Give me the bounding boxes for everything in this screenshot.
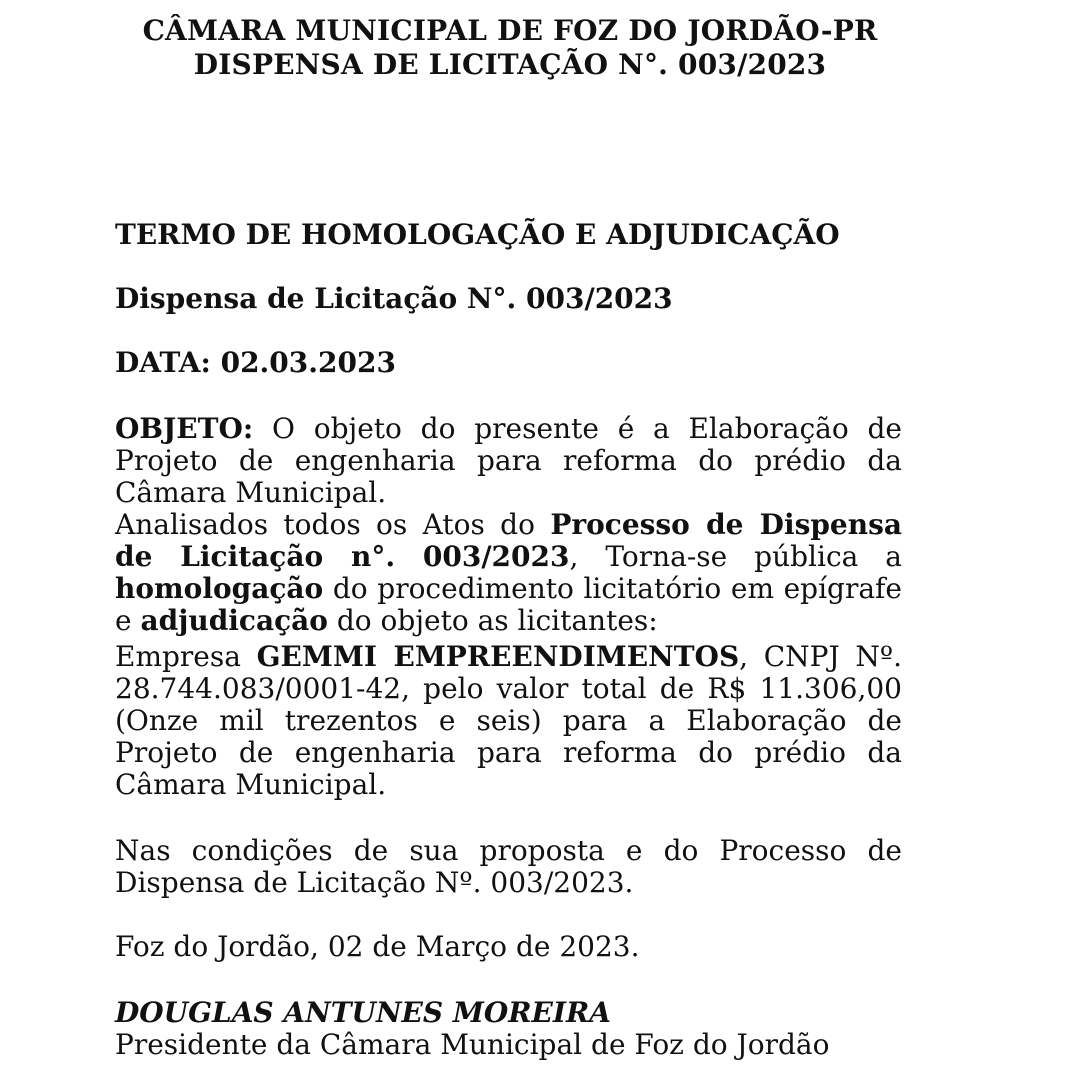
signer-name: DOUGLAS ANTUNES MOREIRA <box>115 996 611 1029</box>
analise-text-3: do procedimento licitatório em epígrafe e <box>115 572 902 637</box>
header-institution: CÂMARA MUNICIPAL DE FOZ DO JORDÃO-PR <box>142 14 878 47</box>
objeto-text: O objeto do presente é a Elaboração de Projeto de engenharia para reforma do prédio da Câmara Municipal. <box>115 412 902 509</box>
analise-bold-processo: Processo de Dispensa de Licitação n°. 003/2023 <box>115 508 902 573</box>
document-header <box>0 14 1020 82</box>
analise-paragraph <box>115 509 902 637</box>
objeto-paragraph <box>115 413 902 509</box>
empresa-paragraph <box>115 641 902 801</box>
analise-bold-adjudicacao: adjudicação <box>140 604 328 637</box>
analise-text-1: Analisados todos os Atos do <box>115 508 551 541</box>
analise-bold-homologacao: homologação <box>115 572 324 605</box>
analise-text-4: do objeto as licitantes: <box>327 604 658 637</box>
empresa-text-1: Empresa <box>115 640 257 673</box>
signer-role: Presidente da Câmara Municipal de Foz do Jordão <box>115 1028 830 1061</box>
local-data-line: Foz do Jordão, 02 de Março de 2023. <box>115 930 640 963</box>
empresa-name: GEMMI EMPREENDIMENTOS <box>256 640 740 673</box>
objeto-label: OBJETO: <box>115 412 254 445</box>
data-line: DATA: 02.03.2023 <box>115 346 396 379</box>
header-dispensa-number: DISPENSA DE LICITAÇÃO N°. 003/2023 <box>193 48 827 81</box>
termo-title: TERMO DE HOMOLOGAÇÃO E ADJUDICAÇÃO <box>115 218 840 251</box>
empresa-text-2: , CNPJ Nº. 28.744.083/0001-42, pelo valor total de R$ 11.306,00 (Onze mil trezentos e seis) para a Elaboração de Projeto de engenharia para reforma do prédio da Câmara Municipal. <box>115 640 902 801</box>
analise-text-2: , Torna-se pública a <box>569 540 902 573</box>
condicoes-paragraph: Nas condições de sua proposta e do Processo de Dispensa de Licitação Nº. 003/2023. <box>115 834 902 899</box>
dispensa-title: Dispensa de Licitação N°. 003/2023 <box>115 282 673 315</box>
